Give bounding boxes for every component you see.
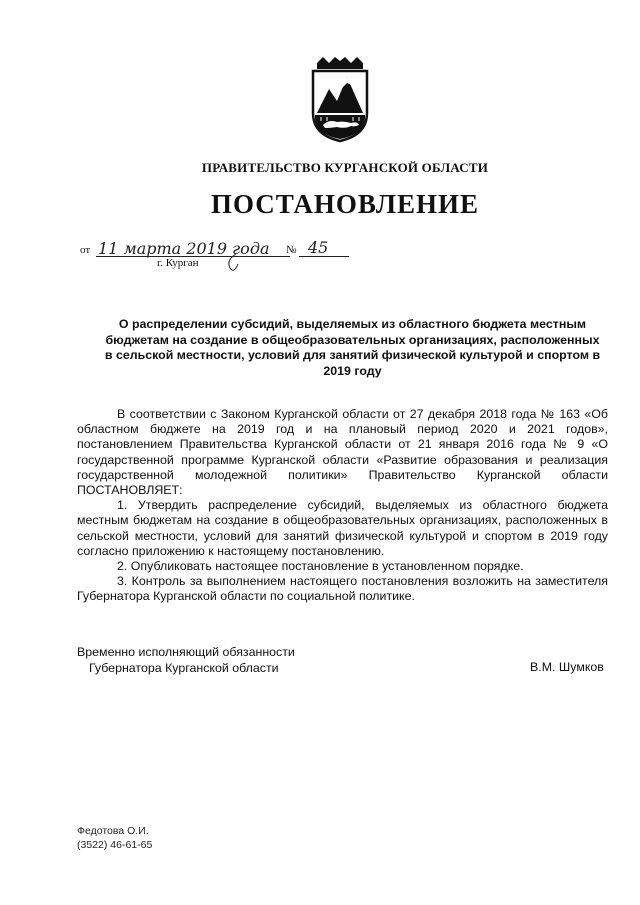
city-label: г. Курган (157, 257, 199, 269)
date-flourish-icon (222, 252, 252, 274)
signer-name: В.М. Шумков (530, 660, 604, 674)
preamble-paragraph: В соответствии с Законом Курганской области от 27 декабря 2018 года № 163 «Об областном бюджете на 2019 год и на плановый период 2020 и 2021 годов», постановлением Правительства Курганской области от 21 января 2016 года № 9 «О государственной программе Курганской области «Развитие образования и реализация государственной молодежной политики» Правительство Курганской области ПОСТАНОВЛЯЕТ: (77, 407, 608, 498)
issuer-heading: ПРАВИТЕЛЬСТВО КУРГАНСКОЙ ОБЛАСТИ (201, 160, 489, 175)
item-1-paragraph: 1. Утвердить распределение субсидий, выделяемых из областного бюджета местным бюджетам на создание в общеобразовательных организациях, расположенных в сельской местности, условий для занятий физической культурой и спортом в 2019 году согласно приложению к настоящему постановлению. (77, 498, 608, 558)
document-body (77, 407, 608, 605)
signer-position-line-2: Губернатора Курганской области (89, 660, 279, 675)
date-prefix: от (80, 244, 91, 256)
signer-position (77, 645, 295, 676)
contact-author: Федотова О.И. (77, 825, 149, 837)
kurgan-coat-of-arms-icon (303, 55, 377, 143)
document-type-heading: ПОСТАНОВЛЕНИЕ (210, 189, 480, 219)
date-handwritten: 11 марта 2019 года (98, 239, 270, 258)
item-2-paragraph: 2. Опубликовать настоящее постановление в установленном порядке. (117, 559, 524, 574)
number-prefix: № (286, 244, 297, 256)
signer-position-line-1: Временно исполняющий обязанности (77, 645, 295, 659)
item-3-paragraph: 3. Контроль за выполнением настоящего постановления возложить на заместителя Губернатора Курганской области по социальной политике. (77, 574, 608, 604)
contact-block (77, 824, 152, 852)
contact-phone: (3522) 46-61-65 (77, 839, 153, 851)
number-handwritten: 45 (308, 238, 329, 257)
document-title: О распределении субсидий, выделяемых из областного бюджета местным бюджетам на создание в общеобразовательных организациях, расположенных в сельской местности, условий для занятий физической культурой и спортом в 2019 году (104, 317, 601, 378)
